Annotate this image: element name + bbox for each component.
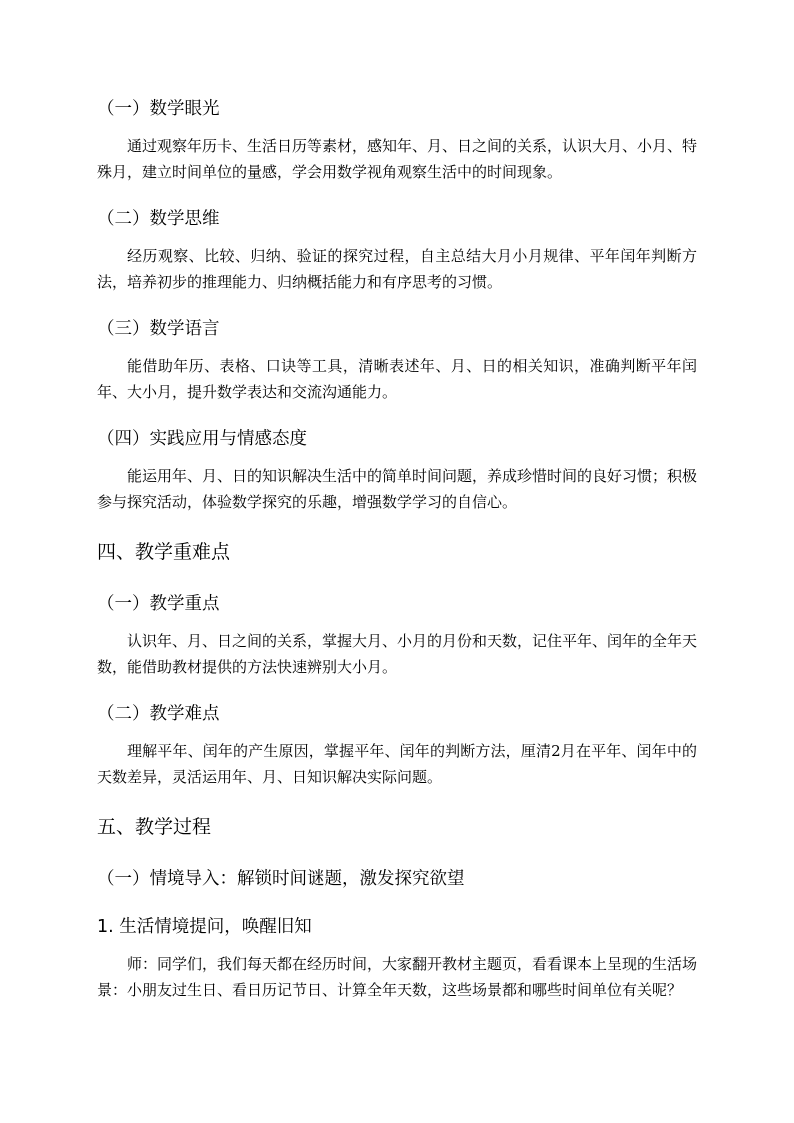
section-heading: （一）教学重点 [97,594,220,614]
section-body: 能运用年、月、日的知识解决生活中的简单时间问题，养成珍惜时间的良好习惯；积极参与探究活动，体验数学探究的乐趣，增强数学学习的自信心。 [97,467,698,511]
section-heading: （一）数学眼光 [97,99,220,119]
section-heading: （二）数学思维 [97,209,220,229]
section-body: 能借助年历、表格、口诀等工具，清晰表述年、月、日的相关知识，准确判断平年闰年、大小月，提升数学表达和交流沟通能力。 [97,357,697,401]
section-body: 理解平年、闰年的产生原因，掌握平年、闰年的判断方法，厘清2月在平年、闰年中的天数差异，灵活运用年、月、日知识解决实际问题。 [97,742,697,786]
section-body: 经历观察、比较、归纳、验证的探究过程，自主总结大月小月规律、平年闰年判断方法，培养初步的推理能力、归纳概括能力和有序思考的习惯。 [97,247,697,291]
section-heading: （二）教学难点 [97,704,220,724]
section-body: 认识年、月、日之间的关系，掌握大月、小月的月份和天数，记住平年、闰年的全年天数，能借助教材提供的方法快速辨别大小月。 [97,632,698,676]
part-title: 四、教学重难点 [97,541,231,563]
part-title: 五、教学过程 [97,816,212,838]
step-heading: 1. 生活情境提问，唤醒旧知 [97,917,312,937]
section-body: 师：同学们，我们每天都在经历时间，大家翻开教材主题页，看看课本上呈现的生活场景：小朋友过生日、看日历记节日、计算全年天数，这些场景都和哪些时间单位有关呢？ [97,955,698,999]
section-heading: （三）数学语言 [97,319,220,339]
section-heading: （四）实践应用与情感态度 [97,429,307,449]
section-body: 通过观察年历卡、生活日历等素材，感知年、月、日之间的关系，认识大月、小月、特殊月，建立时间单位的量感，学会用数学视角观察生活中的时间现象。 [97,137,698,181]
section-heading: （一）情境导入：解锁时间谜题，激发探究欲望 [97,869,465,889]
